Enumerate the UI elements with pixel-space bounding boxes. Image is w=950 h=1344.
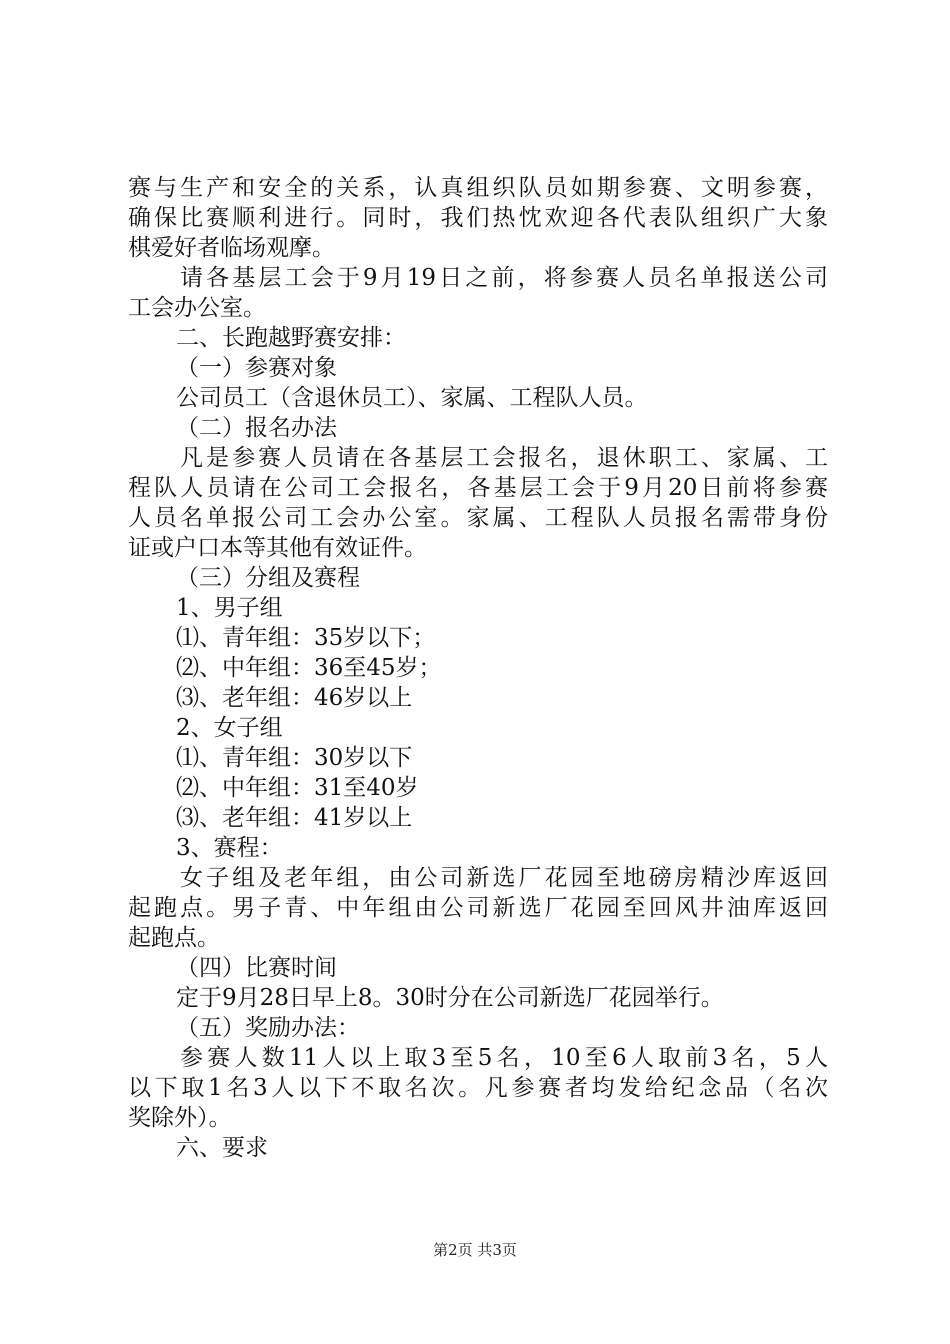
subsection-heading: （五）奖励办法： — [176, 1015, 360, 1041]
paragraph-line: 确保比赛顺利进行。同时，我们热忱欢迎各代表队组织广大象 — [128, 205, 828, 231]
subsection-heading: （一）参赛对象 — [176, 355, 337, 381]
paragraph-line: 起跑点。 — [128, 925, 220, 951]
document-body — [128, 173, 828, 1163]
subsection-heading: （四）比赛时间 — [176, 955, 337, 981]
paragraph-line: 人员名单报公司工会办公室。家属、工程队人员报名需带身份 — [128, 505, 828, 531]
paragraph-line: 请各基层工会于9月19日之前，将参赛人员名单报送公司 — [180, 265, 828, 291]
list-heading: 2、女子组 — [176, 715, 283, 741]
paragraph-line: 定于9月28日早上8。30时分在公司新选厂花园举行。 — [176, 985, 724, 1011]
list-item: ⑵、中年组：36至45岁； — [176, 655, 442, 681]
paragraph-line: 赛与生产和安全的关系，认真组织队员如期参赛、文明参赛， — [128, 175, 828, 201]
paragraph-line: 参赛人数11人以上取3至5名，10至6人取前3名，5人 — [180, 1045, 828, 1071]
list-item: ⑵、中年组：31至40岁 — [176, 775, 419, 801]
paragraph-line: 证或户口本等其他有效证件。 — [128, 535, 427, 561]
paragraph-line: 奖除外）。 — [128, 1105, 232, 1131]
list-heading: 3、赛程： — [176, 835, 283, 861]
page-footer: 第2页 共3页 — [433, 1241, 517, 1259]
list-item: ⑴、青年组：35岁以下； — [176, 625, 436, 651]
list-item: ⑶、老年组：41岁以上 — [176, 805, 413, 831]
list-heading: 1、男子组 — [176, 595, 283, 621]
list-item: ⑴、青年组：30岁以下 — [176, 745, 413, 771]
section-heading: 二、长跑越野赛安排： — [176, 325, 406, 351]
paragraph-line: 女子组及老年组，由公司新选厂花园至地磅房精沙库返回 — [180, 865, 828, 891]
paragraph-line: 公司员工（含退休员工）、家属、工程队人员。 — [176, 385, 648, 411]
paragraph-line: 工会办公室。 — [128, 295, 266, 321]
section-heading: 六、要求 — [176, 1135, 268, 1161]
paragraph-line: 起跑点。男子青、中年组由公司新选厂花园至回风井油库返回 — [128, 895, 828, 921]
subsection-heading: （三）分组及赛程 — [176, 565, 360, 591]
paragraph-line: 凡是参赛人员请在各基层工会报名，退休职工、家属、工 — [180, 445, 828, 471]
subsection-heading: （二）报名办法 — [176, 415, 337, 441]
list-item: ⑶、老年组：46岁以上 — [176, 685, 413, 711]
paragraph-line: 以下取1名3人以下不取名次。凡参赛者均发给纪念品（名次 — [128, 1075, 828, 1101]
paragraph-line: 程队人员请在公司工会报名，各基层工会于9月20日前将参赛 — [128, 475, 828, 501]
paragraph-line: 棋爱好者临场观摩。 — [128, 235, 335, 261]
